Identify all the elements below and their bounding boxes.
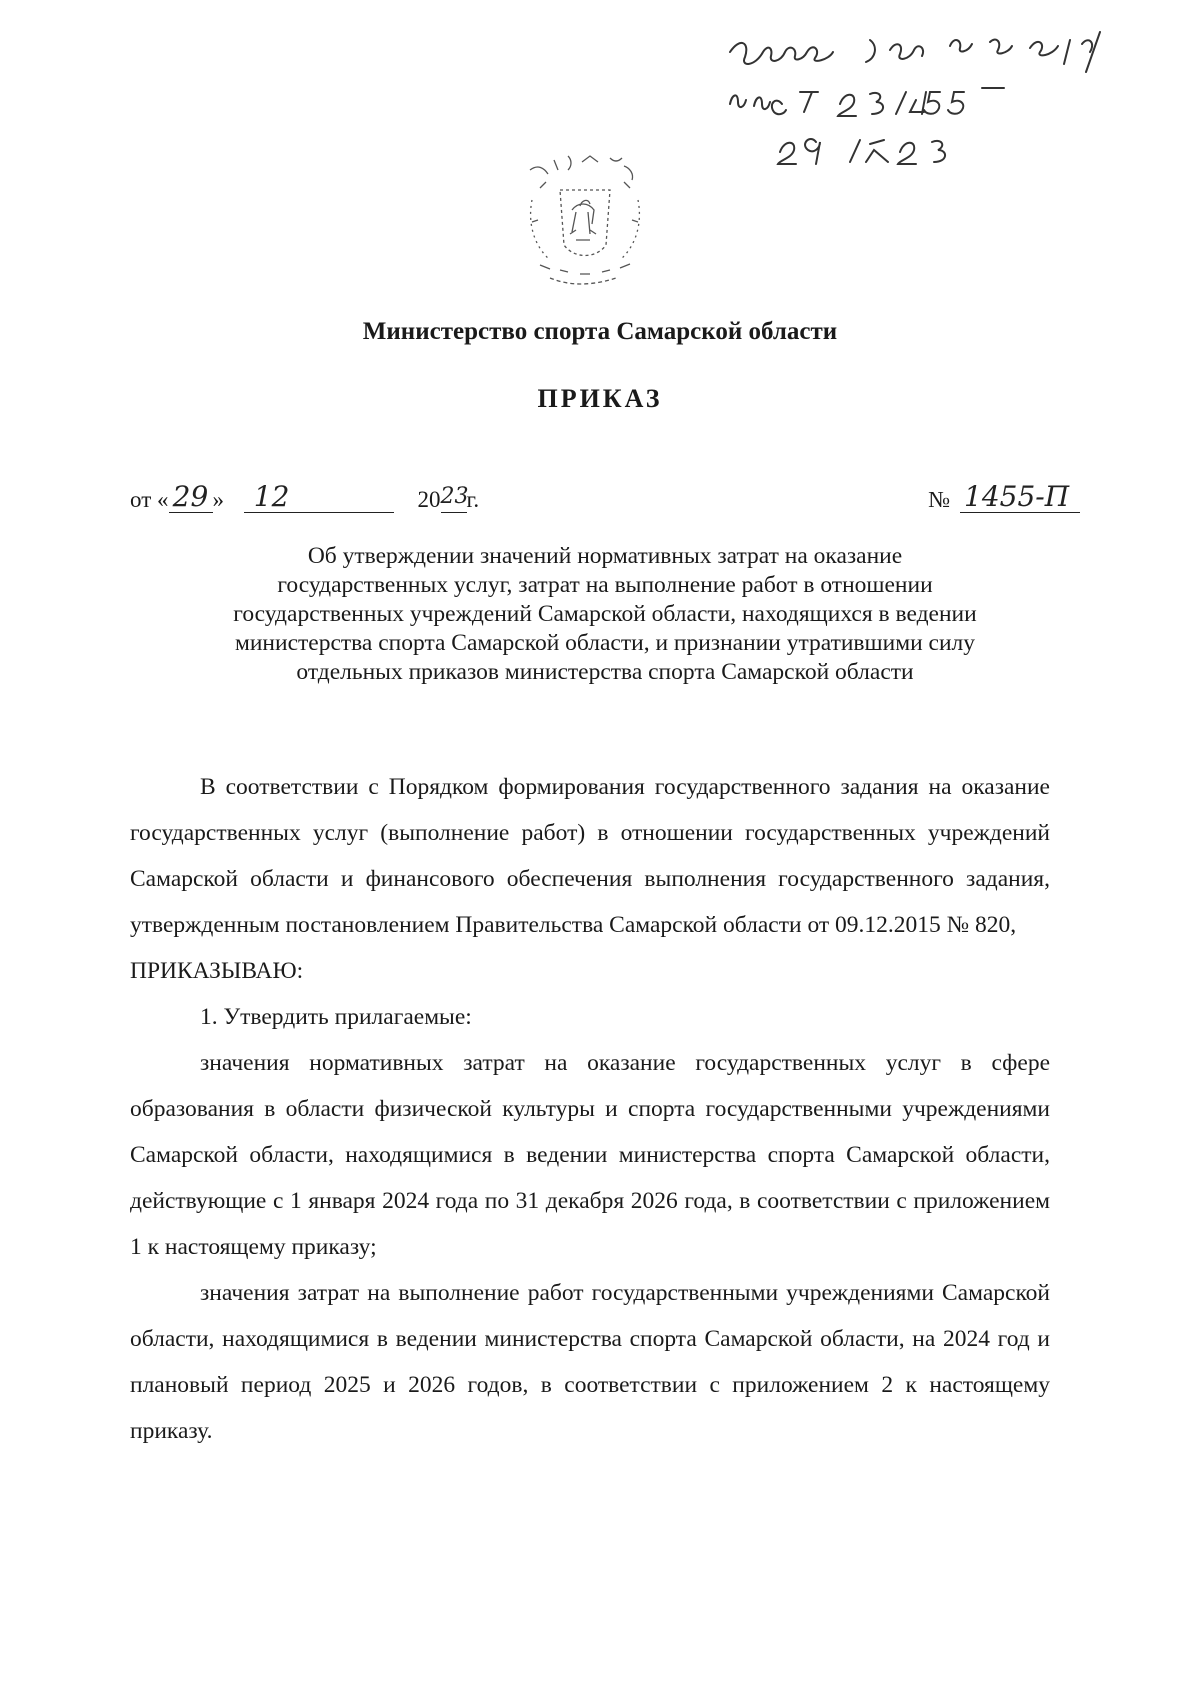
date-year-end: г. bbox=[466, 487, 480, 512]
order-number bbox=[928, 480, 1080, 513]
date-year-blank bbox=[441, 486, 467, 513]
coat-of-arms-emblem bbox=[520, 150, 650, 290]
paragraph-appendix-2: значения затрат на выполнение работ государственными учреждениями Самарской области, находящимися в ведении министерства спорта Самарской области, на 2024 год и плановый период 2025 и 2026 годов, в соответствии с приложением 2 к настоящему приказу. bbox=[130, 1280, 1050, 1444]
date-month: 12 bbox=[253, 480, 290, 513]
paragraph-item-1: 1. Утвердить прилагаемые: bbox=[200, 1004, 472, 1030]
paragraph-order-word: ПРИКАЗЫВАЮ: bbox=[130, 958, 304, 984]
ministry-name: Министерство спорта Самарской области bbox=[362, 318, 838, 345]
order-subject bbox=[130, 542, 1080, 687]
number-prefix: № bbox=[928, 487, 951, 512]
paragraph-preamble: В соответствии с Порядком формирования государственного задания на оказание государственных услуг (выполнение работ) в отношении государственных учреждений Самарской области и финансового обеспечения выполнения государственного задания, утвержденным постановлением Правительства Самарской области от 09.12.2015 № 820, bbox=[130, 774, 1050, 938]
paragraph-appendix-1: значения нормативных затрат на оказание государственных услуг в сфере образования в области физической культуры и спорта государственными учреждениями Самарской области, находящимися в ведении министерства спорта Самарской области, действующие с 1 января 2024 года по 31 декабря 2026 года, в соответствии с приложением 1 к настоящему приказу; bbox=[130, 1050, 1050, 1260]
number-value: 1455-П bbox=[964, 480, 1070, 513]
subject-line: государственных учреждений Самарской области, находящихся в ведении bbox=[233, 601, 977, 627]
number-blank bbox=[960, 480, 1080, 513]
date-day-blank bbox=[169, 480, 213, 513]
subject-line: отдельных приказов министерства спорта Самарской области bbox=[296, 659, 914, 685]
date-year-prefix: 20 bbox=[417, 487, 441, 512]
date-day: 29 bbox=[172, 480, 209, 513]
subject-line: государственных услуг, затрат на выполнение работ в отношении bbox=[277, 572, 933, 598]
date-number-row bbox=[130, 480, 1080, 520]
order-body bbox=[130, 764, 1050, 1454]
subject-line: министерства спорта Самарской области, и признании утратившими силу bbox=[234, 630, 976, 656]
date-prefix: от « bbox=[130, 487, 169, 512]
order-title: ПРИКАЗ bbox=[537, 384, 663, 413]
date-year: 23 bbox=[440, 484, 469, 509]
handwritten-registration-note bbox=[720, 22, 1130, 172]
date-month-blank bbox=[244, 480, 394, 513]
order-date bbox=[130, 480, 480, 513]
subject-line: Об утверждении значений нормативных затрат на оказание bbox=[307, 543, 903, 569]
date-sep: » bbox=[212, 487, 224, 512]
